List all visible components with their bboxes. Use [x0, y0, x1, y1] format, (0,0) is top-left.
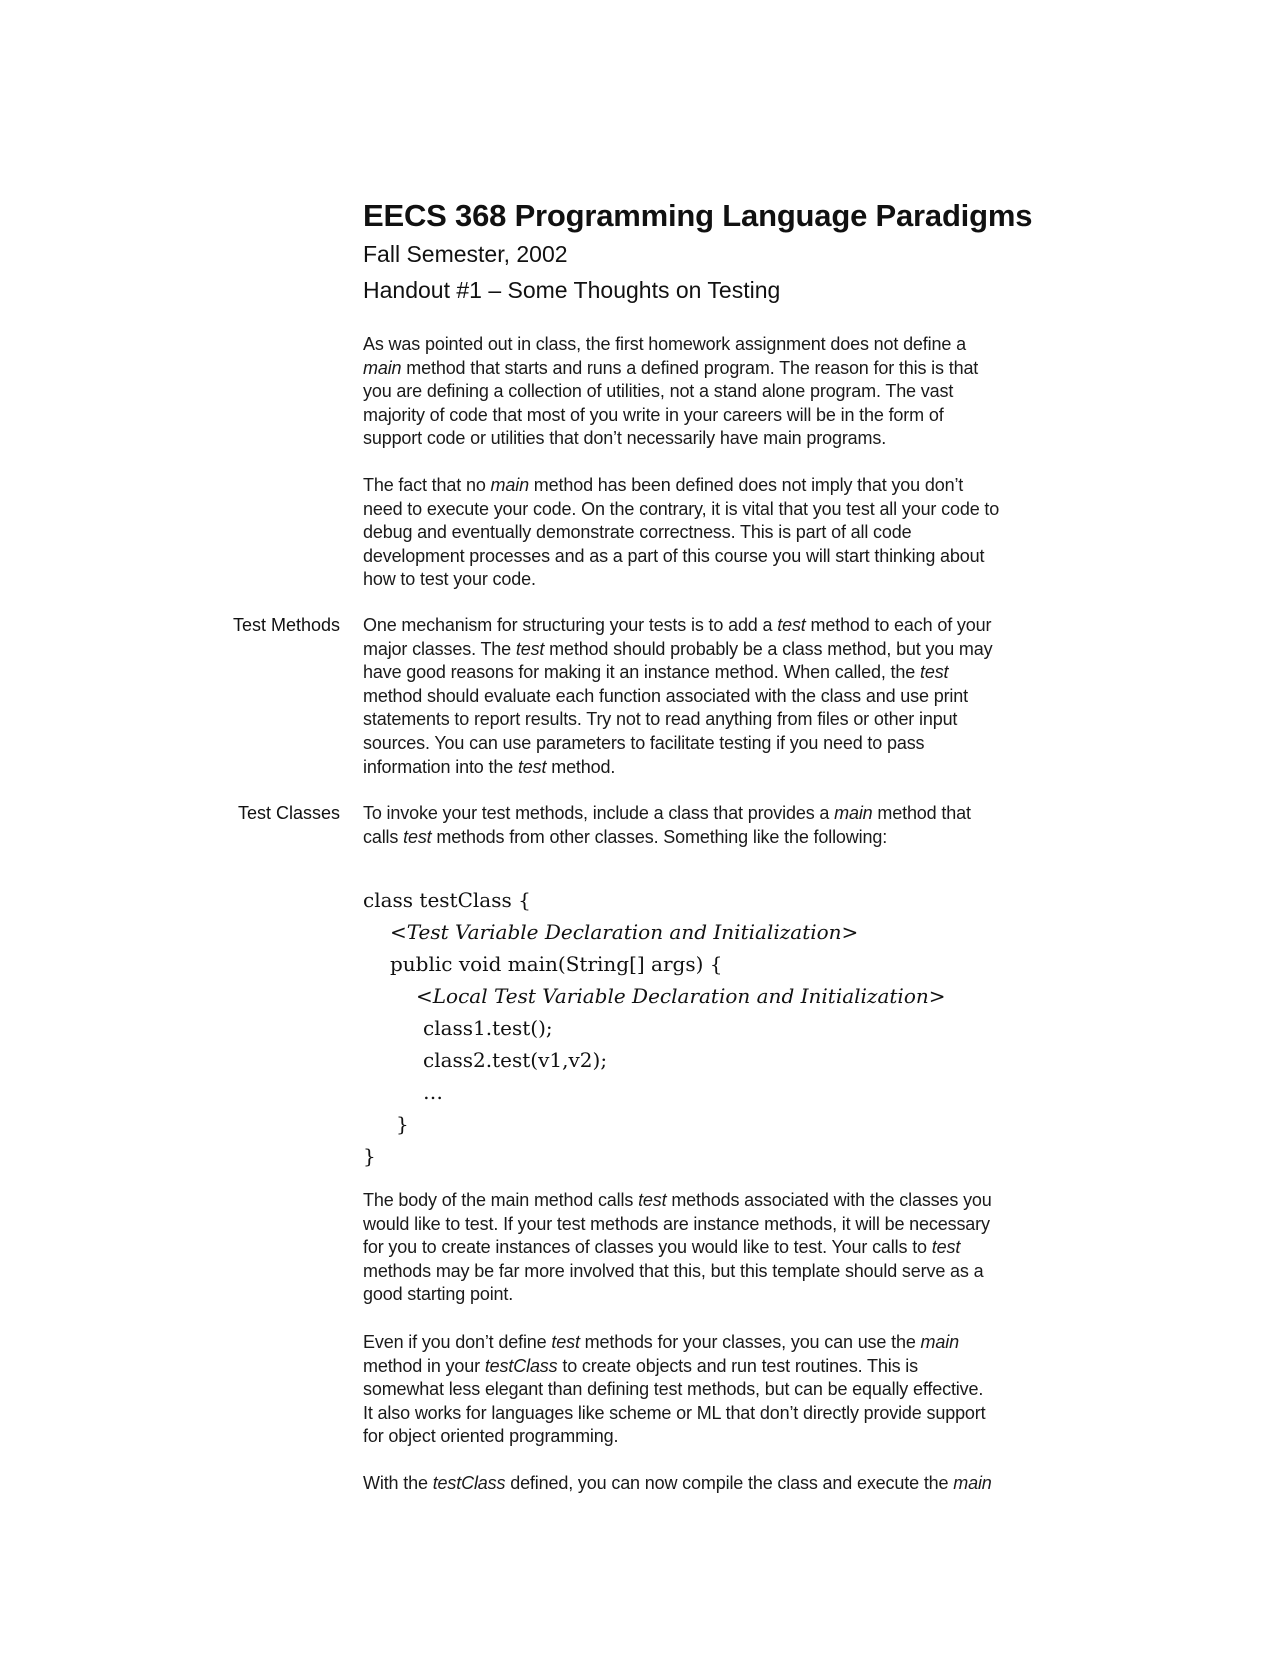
section-label-test-methods: Test Methods — [232, 615, 340, 635]
code-line: class testClass { — [363, 888, 531, 912]
paragraph-compile: With the testClass defined, you can now compile the class and execute the main — [363, 1473, 992, 1493]
paragraph-intro: As was pointed out in class, the first homework assignment does not define a main method that starts and runs a defined program. The reason for this is that you are defining a collection of utilities, not a stand alone program. The vast majority of code that most of you write in your careers will be in the form of support code or utilities that don’t necessarily have main programs. — [363, 334, 979, 449]
paragraph-execute-code: The fact that no main method has been defined does not imply that you don’t need to execute your code. On the contrary, it is vital that you test all your code to debug and eventually demonstrate correctness. This is part of all code development processes and as a part of this course you will start thinking about how to test your code. — [363, 475, 1000, 590]
code-line: class1.test(); — [423, 1016, 553, 1040]
paragraph-test-routines: Even if you don’t define test methods for your classes, you can use the main method in your testClass to create objects and run test routines. This is somewhat less elegant than defining test methods, but can be equally effective. It also works for languages like scheme or ML that don’t directly provide support for object oriented programming. — [363, 1332, 986, 1447]
code-line: public void main(String[] args) { — [390, 952, 723, 976]
handout-subtitle: Handout #1 – Some Thoughts on Testing — [363, 277, 781, 303]
code-line: class2.test(v1,v2); — [423, 1048, 608, 1072]
paragraph-test-methods: One mechanism for structuring your tests is to add a test method to each of your major classes. The test method should probably be a class method, but you may have good reasons for making it an instance method. When called, the test method should evaluate each function associated with the class and use print statements to report results. Try not to read anything from files or other input sources. You can use parameters to facilitate testing if you need to pass information into the test method. — [363, 615, 993, 777]
paragraph-main-body: The body of the main method calls test methods associated with the classes you would like to test. If your test methods are instance methods, it will be necessary for you to create instances of classes you would like to test. Your calls to test methods may be far more involved that this, but this template should serve as a good starting point. — [363, 1190, 992, 1305]
code-line: <Test Variable Declaration and Initialization> — [390, 920, 859, 944]
code-line: … — [423, 1080, 443, 1104]
semester-subtitle: Fall Semester, 2002 — [363, 241, 568, 267]
section-label-test-classes: Test Classes — [237, 803, 340, 823]
code-line: } — [363, 1144, 376, 1168]
code-line: } — [396, 1112, 409, 1136]
document-title: EECS 368 Programming Language Paradigms — [363, 198, 1033, 233]
code-line: <Local Test Variable Declaration and Initialization> — [416, 984, 946, 1008]
paragraph-test-classes: To invoke your test methods, include a class that provides a main method that calls test methods from other classes. Something like the following: — [363, 803, 971, 847]
code-sample — [363, 884, 1063, 1172]
